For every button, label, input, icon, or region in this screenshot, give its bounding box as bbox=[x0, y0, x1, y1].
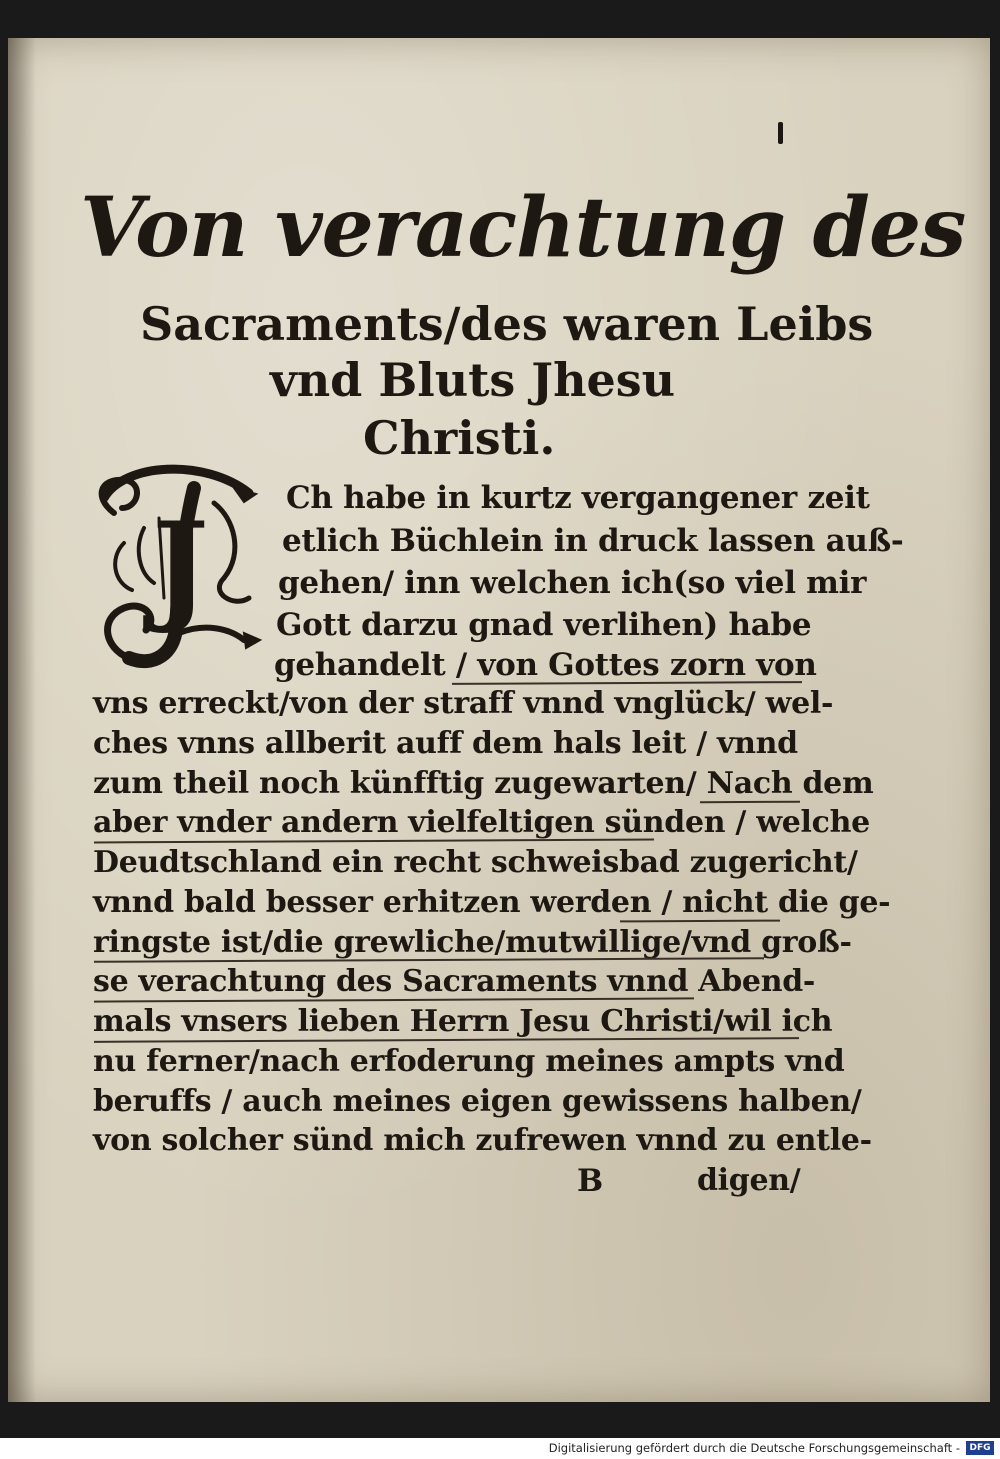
initial-letter: J bbox=[152, 496, 209, 637]
body-line-3: gehen/ inn welchen ich(so viel mir bbox=[278, 565, 867, 601]
gutter-shadow bbox=[8, 38, 36, 1402]
funding-notice: Digitalisierung gefördert durch die Deutsche Forschungsgemeinschaft - bbox=[548, 1441, 960, 1455]
body-line-16: beruffs / auch meines eigen gewissens halben/ bbox=[93, 1084, 862, 1119]
body-line-12: ringste ist/die grewliche/mutwillige/vnd groß- bbox=[93, 925, 852, 960]
body-line-5: gehandelt / von Gottes zorn von bbox=[274, 647, 817, 683]
body-line-2: etlich Büchlein in druck lassen auß- bbox=[282, 523, 904, 559]
catchword: digen/ bbox=[697, 1163, 801, 1198]
title-line-2: Sacraments/des waren Leibs bbox=[140, 297, 874, 351]
signature-mark: B bbox=[577, 1163, 603, 1199]
body-line-17: von solcher sünd mich zufrewen vnnd zu entle- bbox=[93, 1123, 872, 1158]
body-line-13: se verachtung des Sacraments vnnd Abend- bbox=[93, 964, 816, 999]
signature-dot-mark bbox=[778, 122, 783, 144]
dfg-logo-icon: DFG bbox=[966, 1441, 994, 1455]
body-line-11: vnnd bald besser erhitzen werden / nicht die ge- bbox=[93, 885, 891, 920]
body-line-7: ches vnns allberit auff dem hals leit / vnnd bbox=[93, 726, 798, 761]
body-line-14: mals vnsers lieben Herrn Jesu Christi/wil ich bbox=[93, 1004, 833, 1039]
body-line-15: nu ferner/nach erfoderung meines ampts vnd bbox=[93, 1044, 845, 1079]
body-line-1: Ch habe in kurtz vergangener zeit bbox=[286, 480, 870, 516]
title-line-4: Christi. bbox=[363, 411, 556, 465]
body-line-8: zum theil noch künfftig zugewarten/ Nach dem bbox=[93, 766, 874, 801]
footer-bar bbox=[0, 1438, 1000, 1459]
body-line-9: aber vnder andern vielfeltigen sünden / welche bbox=[93, 805, 870, 840]
body-line-4: Gott darzu gnad verlihen) habe bbox=[276, 607, 812, 643]
body-line-10: Deudtschland ein recht schweisbad zugericht/ bbox=[93, 845, 858, 880]
title-line-1: Von verachtung des bbox=[80, 180, 966, 276]
body-line-6: vns erreckt/von der straff vnnd vnglück/ wel- bbox=[93, 686, 834, 721]
ornamental-initial-icon bbox=[84, 458, 264, 673]
title-line-3: vnd Bluts Jhesu bbox=[270, 353, 676, 407]
